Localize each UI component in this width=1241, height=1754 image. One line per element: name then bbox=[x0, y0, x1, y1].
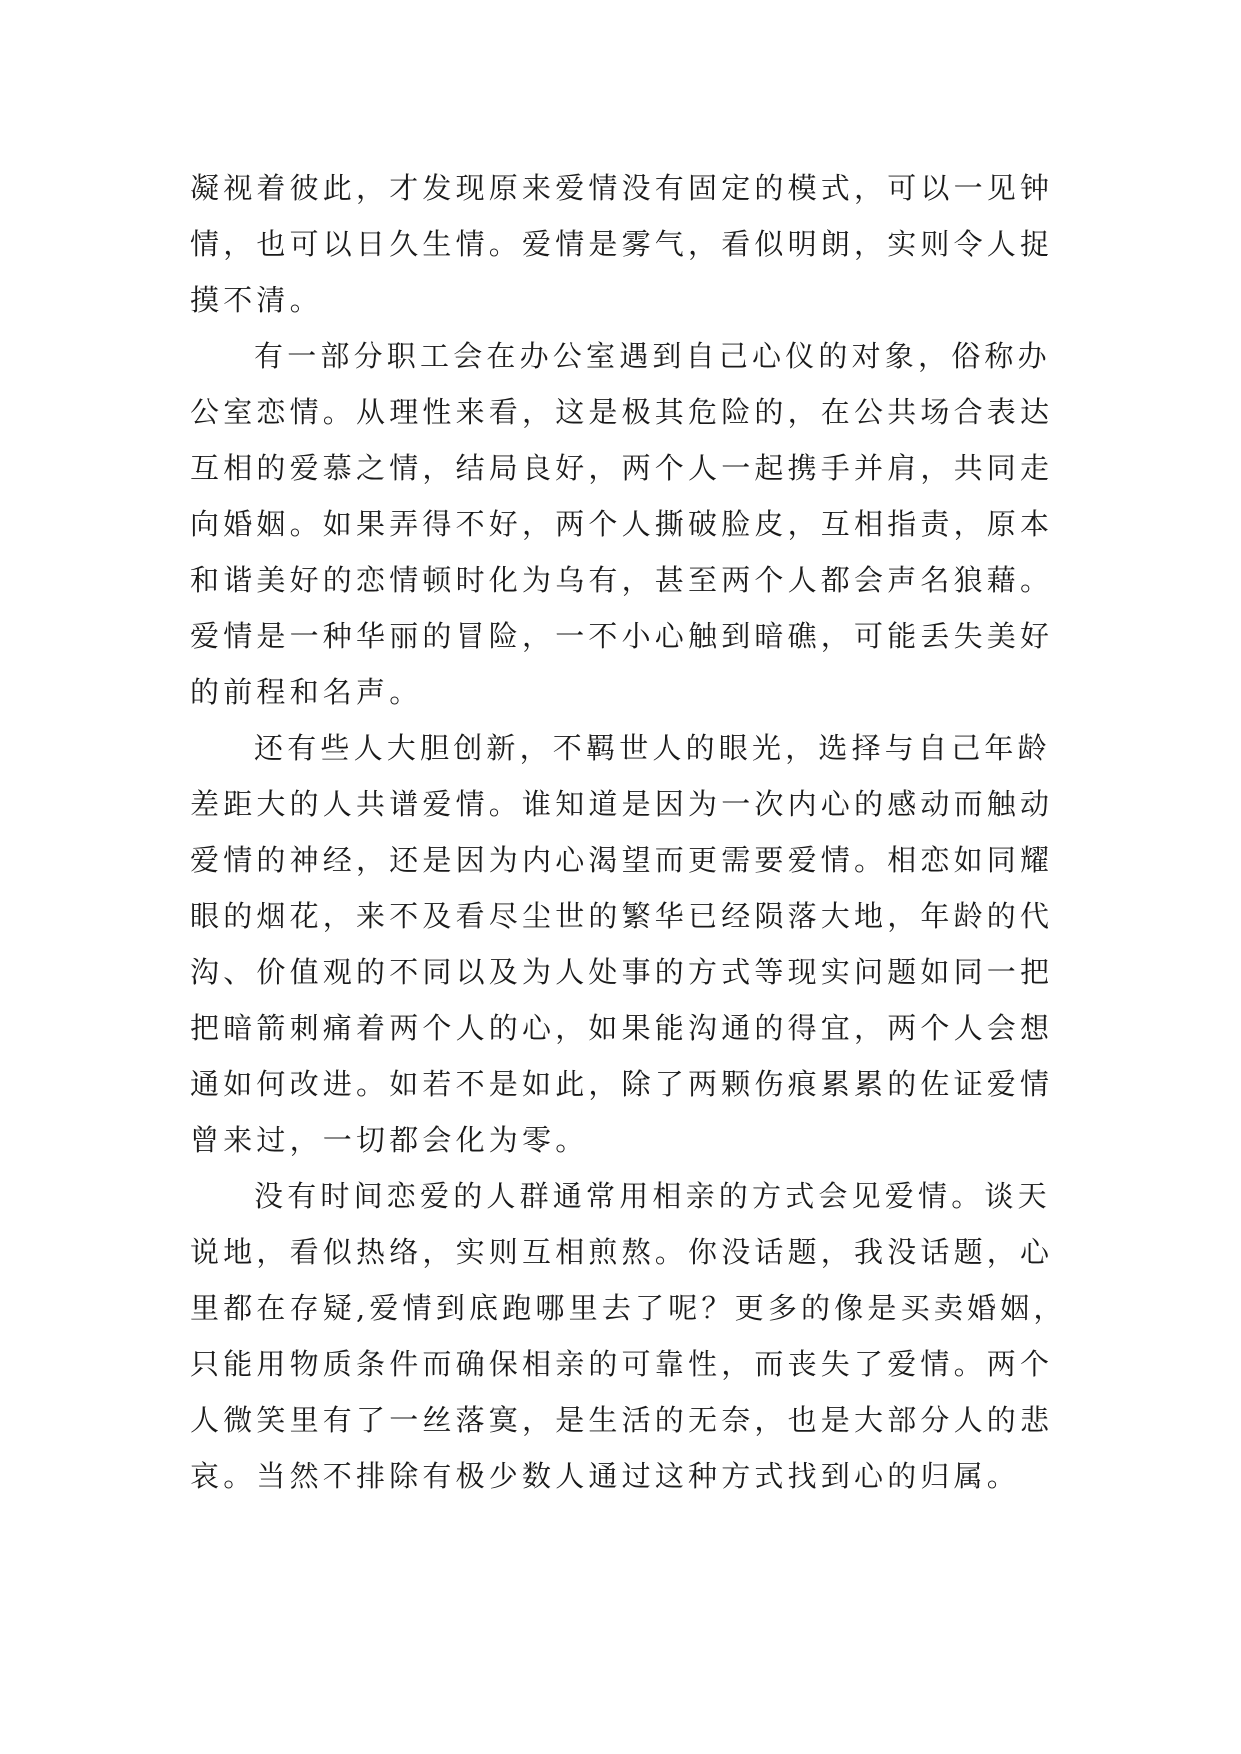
text-line: 眼的烟花，来不及看尽尘世的繁华已经陨落大地，年龄的代 bbox=[190, 899, 1054, 933]
text-line: 爱情的神经，还是因为内心渴望而更需要爱情。相恋如同耀 bbox=[190, 843, 1054, 877]
text-line: 曾来过，一切都会化为零。 bbox=[190, 1123, 589, 1157]
paragraph-first-line: 有一部分职工会在办公室遇到自己心仪的对象，俗称办 bbox=[254, 339, 1051, 373]
text-line: 说地，看似热络，实则互相煎熬。你没话题，我没话题，心 bbox=[190, 1235, 1054, 1269]
text-line: 摸不清。 bbox=[190, 283, 323, 317]
paragraph-first-line: 没有时间恋爱的人群通常用相亲的方式会见爱情。谈天 bbox=[254, 1179, 1051, 1213]
body-text bbox=[190, 160, 1070, 1504]
text-line: 公室恋情。从理性来看，这是极其危险的，在公共场合表达 bbox=[190, 395, 1054, 429]
text-line: 只能用物质条件而确保相亲的可靠性，而丧失了爱情。两个 bbox=[190, 1347, 1054, 1381]
text-line: 哀。当然不排除有极少数人通过这种方式找到心的归属。 bbox=[190, 1459, 1021, 1493]
text-line: 里都在存疑,爱情到底跑哪里去了呢？更多的像是买卖婚姻， bbox=[190, 1291, 1067, 1325]
text-line: 向婚姻。如果弄得不好，两个人撕破脸皮，互相指责，原本 bbox=[190, 507, 1054, 541]
text-line: 爱情是一种华丽的冒险，一不小心触到暗礁，可能丢失美好 bbox=[190, 619, 1054, 653]
text-line: 互相的爱慕之情，结局良好，两个人一起携手并肩，共同走 bbox=[190, 451, 1054, 485]
text-line: 和谐美好的恋情顿时化为乌有，甚至两个人都会声名狼藉。 bbox=[190, 563, 1054, 597]
paragraph-first-line: 还有些人大胆创新，不羁世人的眼光，选择与自己年龄 bbox=[254, 731, 1051, 765]
text-line: 把暗箭刺痛着两个人的心，如果能沟通的得宜，两个人会想 bbox=[190, 1011, 1054, 1045]
text-line: 沟、价值观的不同以及为人处事的方式等现实问题如同一把 bbox=[190, 955, 1054, 989]
text-line: 情，也可以日久生情。爱情是雾气，看似明朗，实则令人捉 bbox=[190, 227, 1054, 261]
text-line: 凝视着彼此，才发现原来爱情没有固定的模式，可以一见钟 bbox=[190, 171, 1054, 205]
text-line: 通如何改进。如若不是如此，除了两颗伤痕累累的佐证爱情 bbox=[190, 1067, 1054, 1101]
text-line: 差距大的人共谱爱情。谁知道是因为一次内心的感动而触动 bbox=[190, 787, 1054, 821]
text-line: 的前程和名声。 bbox=[190, 675, 423, 709]
text-line: 人微笑里有了一丝落寞，是生活的无奈，也是大部分人的悲 bbox=[190, 1403, 1054, 1437]
